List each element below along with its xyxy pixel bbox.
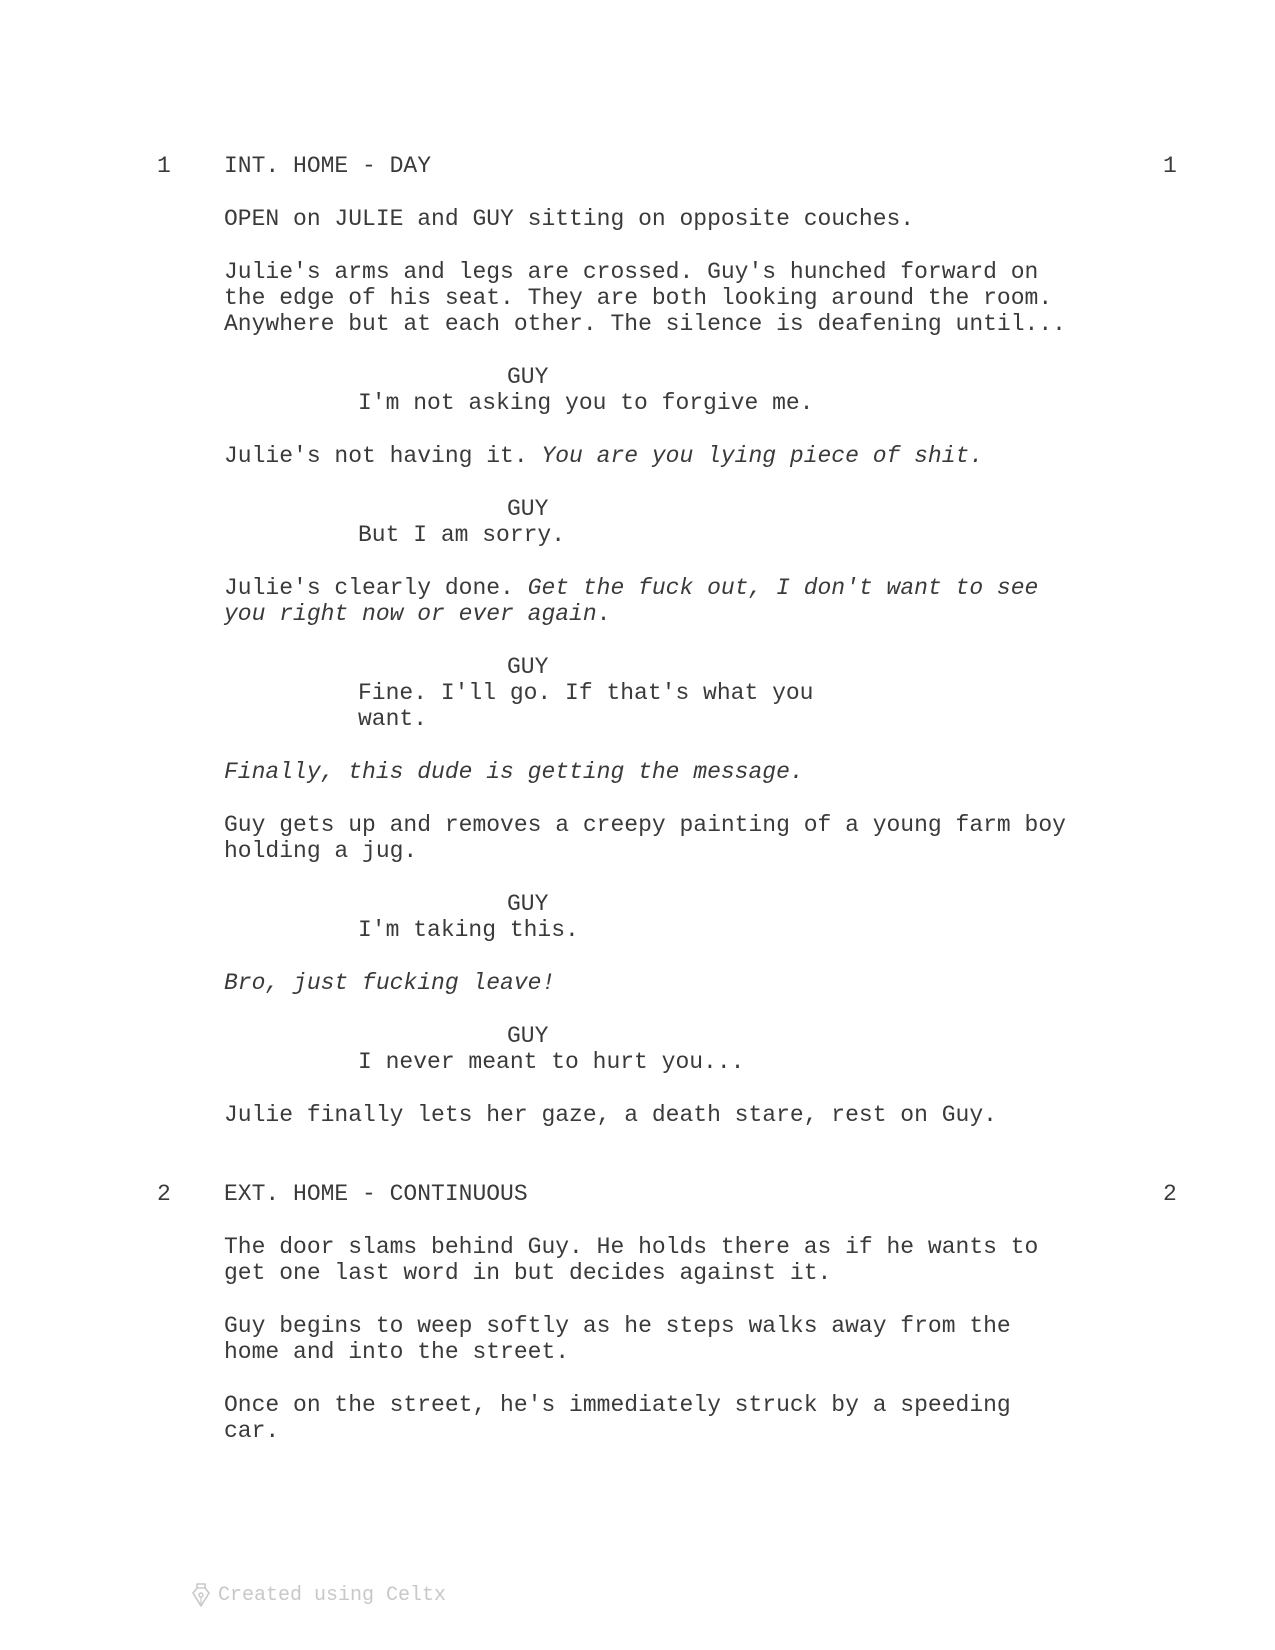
action-line: home and into the street.: [224, 1339, 570, 1365]
dialogue-line: want.: [358, 706, 428, 732]
action-italic-text: Get the fuck out, I don't want to see: [527, 575, 1039, 601]
scene-heading: INT. HOME - DAY: [224, 153, 432, 179]
pen-nib-icon: [192, 1583, 210, 1607]
dialogue-line: I'm not asking you to forgive me.: [358, 390, 814, 416]
character-cue: GUY: [507, 364, 549, 390]
action-italic-text: you right now or ever again: [224, 601, 597, 627]
action-line: The door slams behind Guy. He holds there as if he wants to: [224, 1234, 1039, 1260]
action-line: Guy begins to weep softly as he steps walks away from the: [224, 1313, 1011, 1339]
scene-number-left: 2: [157, 1181, 171, 1207]
action-line: OPEN on JULIE and GUY sitting on opposite couches.: [224, 206, 915, 232]
character-cue: GUY: [507, 891, 549, 917]
scene-number-right: 2: [1163, 1181, 1177, 1207]
scene-heading: EXT. HOME - CONTINUOUS: [224, 1181, 528, 1207]
dialogue-line: Fine. I'll go. If that's what you: [358, 680, 814, 706]
action-line: the edge of his seat. They are both looking around the room.: [224, 285, 1053, 311]
action-italic-line: Bro, just fucking leave!: [224, 970, 556, 996]
watermark-text: Created using Celtx: [218, 1583, 447, 1607]
action-line: Anywhere but at each other. The silence is deafening until...: [224, 311, 1066, 337]
action-line: Julie finally lets her gaze, a death stare, rest on Guy.: [224, 1102, 997, 1128]
character-cue: GUY: [507, 654, 549, 680]
action-line: Once on the street, he's immediately struck by a speeding: [224, 1392, 1011, 1418]
action-line: get one last word in but decides against it.: [224, 1260, 832, 1286]
dialogue-line: I'm taking this.: [358, 917, 579, 943]
action-line: car.: [224, 1418, 280, 1444]
action-line: Guy gets up and removes a creepy painting of a young farm boy: [224, 812, 1066, 838]
scene-number-left: 1: [157, 153, 171, 179]
action-line: [224, 575, 1038, 602]
dialogue-line: I never meant to hurt you...: [358, 1049, 745, 1075]
action-line: [224, 443, 983, 470]
celtx-watermark: [192, 1583, 446, 1607]
action-text: Julie's clearly done.: [224, 575, 528, 601]
character-cue: GUY: [507, 496, 549, 522]
dialogue-line: But I am sorry.: [358, 522, 566, 548]
action-line: holding a jug.: [224, 838, 418, 864]
character-cue: GUY: [507, 1023, 549, 1049]
action-line: [224, 601, 610, 628]
scene-number-right: 1: [1163, 153, 1177, 179]
action-line: Julie's arms and legs are crossed. Guy's hunched forward on: [224, 259, 1039, 285]
action-text: Julie's not having it.: [224, 443, 542, 469]
action-italic-text: You are you lying piece of shit.: [541, 443, 984, 469]
action-italic-line: Finally, this dude is getting the message.: [224, 759, 804, 785]
action-text: .: [596, 601, 611, 627]
